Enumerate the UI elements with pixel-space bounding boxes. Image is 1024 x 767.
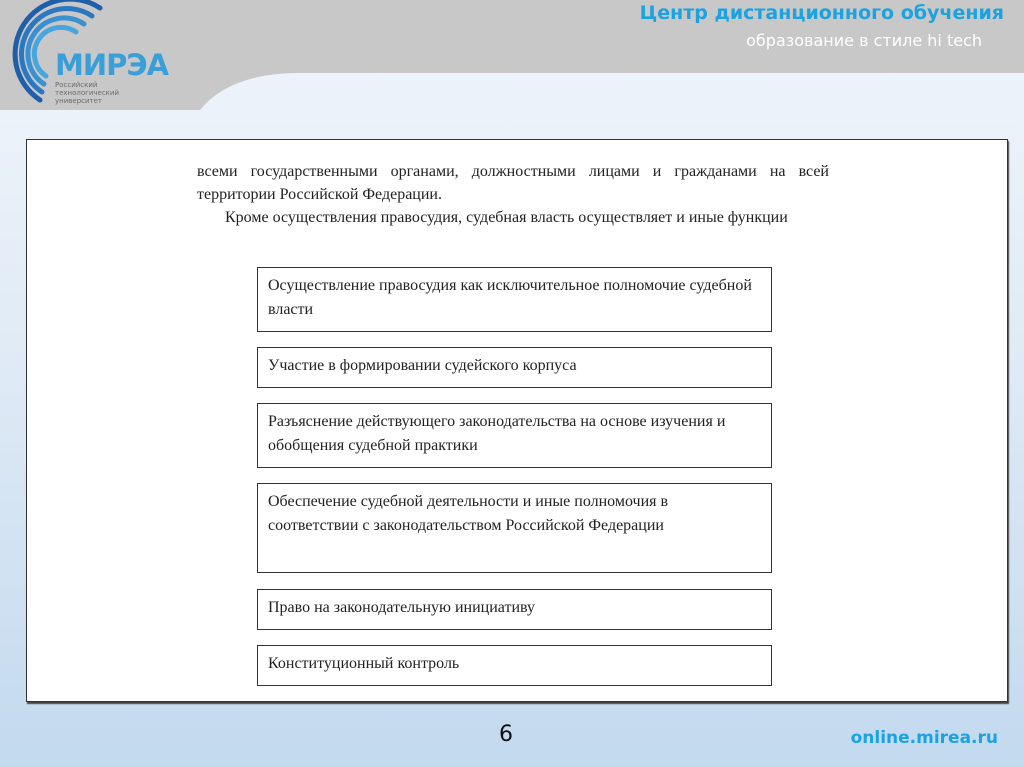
function-box: Осуществление правосудия как исключительное полномочие судебной власти bbox=[257, 267, 772, 332]
function-box: Право на законодательную инициативу bbox=[257, 589, 772, 630]
intro-paragraph-2: Кроме осуществления правосудия, судебная власть осуществляет и иные функции bbox=[225, 209, 788, 226]
logo-subtitle: Российский технологический университет bbox=[55, 81, 119, 105]
logo-word: МИРЭА bbox=[55, 48, 169, 82]
slide-content bbox=[26, 139, 1008, 702]
function-box: Разъяснение действующего законодательства на основе изучения и обобщения судебной практики bbox=[257, 403, 772, 468]
function-box: Обеспечение судебной деятельности и иные полномочия в соответствии с законодательством Российской Федерации bbox=[257, 483, 772, 573]
function-box: Участие в формировании судейского корпуса bbox=[257, 347, 772, 388]
header-subtitle: образование в стиле hi tech bbox=[746, 31, 982, 50]
function-box: Конституционный контроль bbox=[257, 645, 772, 686]
intro-text bbox=[197, 160, 829, 229]
intro-paragraph-1: всеми государственными органами, должностными лицами и гражданами на всей территории Российской Федерации. bbox=[197, 163, 829, 203]
header-title: Центр дистанционного обучения bbox=[639, 2, 1004, 24]
mirea-logo bbox=[0, 0, 180, 108]
site-link[interactable]: online.mirea.ru bbox=[850, 728, 998, 748]
page-number: 6 bbox=[499, 722, 513, 747]
